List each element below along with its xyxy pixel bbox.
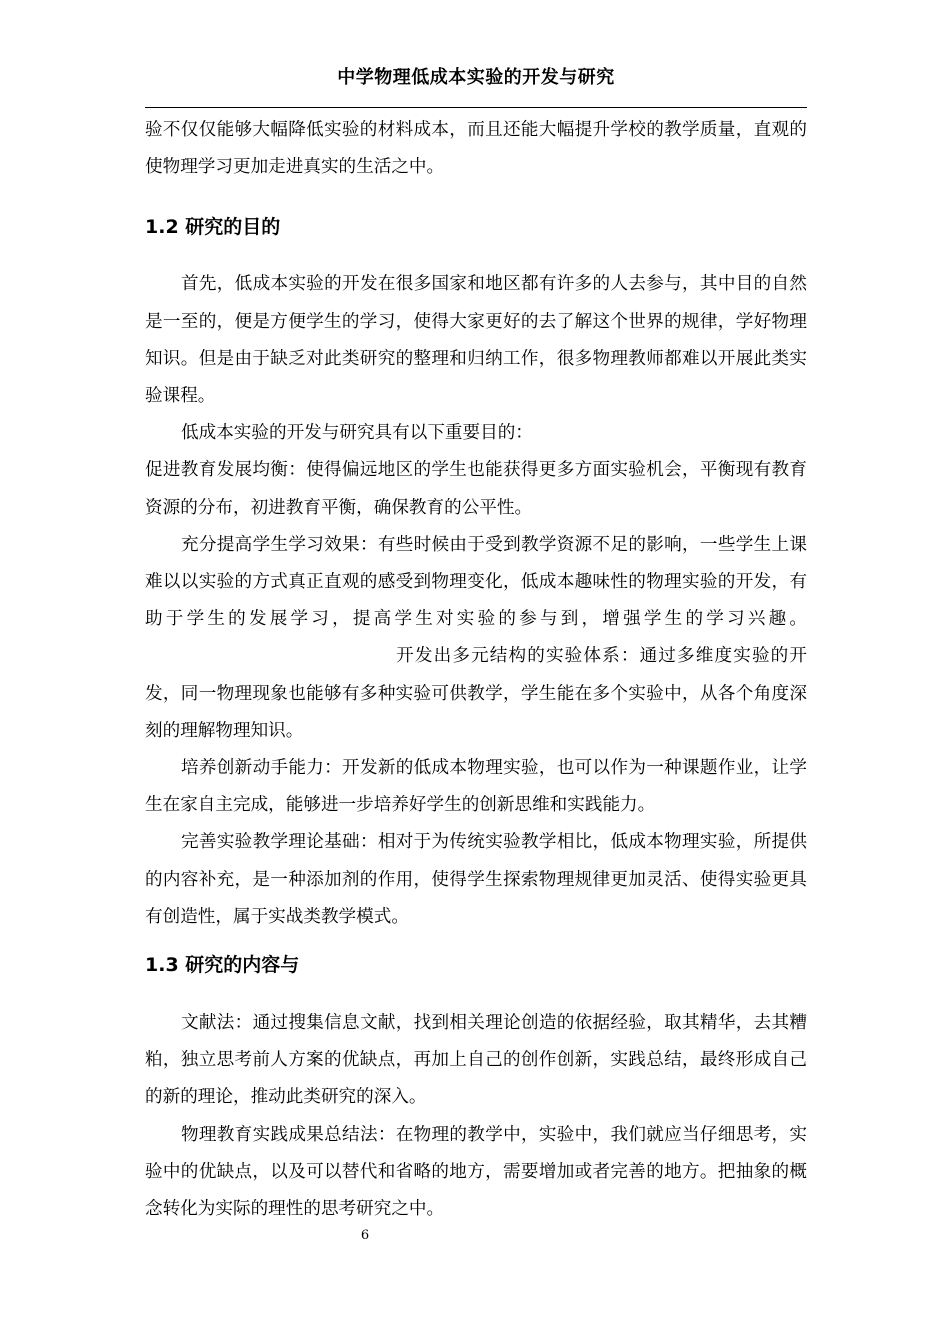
paragraph-purpose-intro: 首先，低成本实验的开发在很多国家和地区都有许多的人去参与，其中目的自然是一至的，便是方便学生的学习，使得大家更好的去了解这个世界的规律，学好物理知识。但是由于缺乏对此类研究的整理和归纳工作，很多物理教师都难以开展此类实验课程。 bbox=[145, 274, 807, 407]
paragraph-innovation: 培养创新动手能力：开发新的低成本物理实验，也可以作为一种课题作业，让学生在家自主完成，能够进一步培养好学生的创新思维和实践能力。 bbox=[145, 758, 807, 816]
continuation-paragraph: 验不仅仅能够大幅降低实验的材料成本，而且还能大幅提升学校的教学质量，直观的使物理学习更加走进真实的生活之中。 bbox=[145, 120, 807, 178]
header-divider bbox=[145, 107, 807, 108]
paragraph-purpose-list-intro: 低成本实验的开发与研究具有以下重要目的： bbox=[181, 423, 533, 444]
paragraph-learning-effect bbox=[145, 527, 807, 750]
section-heading-1-3: 1.3 研究的内容与 bbox=[145, 954, 300, 977]
running-header: 中学物理低成本实验的开发与研究 bbox=[337, 67, 615, 88]
paragraph-literature-method: 文献法：通过搜集信息文献，找到相关理论创造的依据经验，取其精华，去其糟粕，独立思考前人方案的优缺点，再加上自己的创作创新，实践总结，最终形成自己的新的理论，推动此类研究的深入。 bbox=[145, 1013, 807, 1108]
page-body bbox=[145, 112, 807, 1228]
paragraph-education-balance: 促进教育发展均衡：使得偏远地区的学生也能获得更多方面实验机会，平衡现有教育资源的分布，初进教育平衡，确保教育的公平性。 bbox=[145, 460, 807, 518]
page-number: 6 bbox=[360, 1228, 370, 1243]
learning-effect-text: 充分提高学生学习效果：有些时候由于受到教学资源不足的影响，一些学生上课难以以实验的方式真正直观的感受到物理变化，低成本趣味性的物理实验的开发，有助于学生的发展学习，提高学生对实验的参与到，增强学生的学习兴趣。 bbox=[145, 534, 807, 630]
paragraph-theory-basis: 完善实验教学理论基础：相对于为传统实验教学相比，低成本物理实验，所提供的内容补充，是一种添加剂的作用，使得学生探索物理规律更加灵活、使得实验更具有创造性，属于实战类教学模式。 bbox=[145, 832, 807, 927]
multi-structure-text: 开发出多元结构的实验体系：通过多维度实验的开发，同一物理现象也能够有多种实验可供教学，学生能在多个实验中，从各个角度深刻的理解物理知识。 bbox=[145, 646, 807, 741]
paragraph-practice-method: 物理教育实践成果总结法：在物理的教学中，实验中，我们就应当仔细思考，实验中的优缺点，以及可以替代和省略的地方，需要增加或者完善的地方。把抽象的概念转化为实际的理性的思考研究之中。 bbox=[145, 1124, 807, 1220]
section-heading-1-2: 1.2 研究的目的 bbox=[145, 216, 281, 239]
